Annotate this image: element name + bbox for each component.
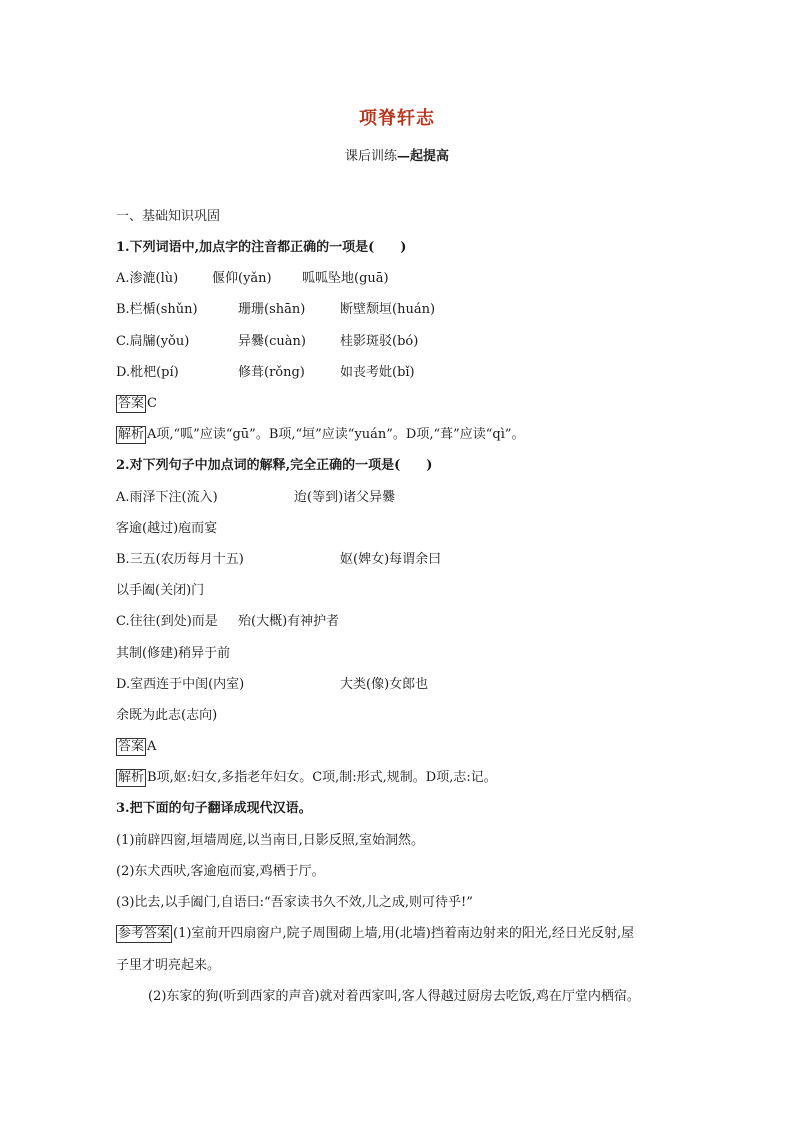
q3-reference-answer (116, 925, 634, 943)
analysis-label: 解析 (118, 427, 145, 442)
q1-option-c-1: C.扃牖(yǒu) (116, 334, 190, 349)
reference-answer-label: 参考答案 (118, 926, 171, 941)
answer-label: 答案 (118, 739, 145, 754)
q2-option-d-2: 大类(像)女郎也 (340, 677, 429, 692)
q3-sentence-3: (3)比去,以手阖门,自语曰:“吾家读书久不效,儿之成,则可待乎!” (116, 895, 473, 910)
answer-label: 答案 (118, 396, 145, 411)
q2-stem: 2.对下列句子中加点词的解释,完全正确的一项是( ) (116, 458, 433, 473)
q1-analysis-text: A项,“呱”应读“gū”。B项,“垣”应读“yuán”。D项,“葺”应读“qì”。 (147, 427, 525, 442)
q2-option-b-2: 妪(婢女)每谓余曰 (340, 552, 442, 567)
q1-analysis (116, 426, 525, 444)
q1-option-c-2: 异爨(cuàn) (238, 334, 306, 349)
q1-option-a-2: 偃仰(yǎn) (212, 271, 272, 286)
q2-answer-value: A (147, 739, 157, 754)
q3-reference-1a: (1)室前开四扇窗户,院子周围砌上墙,用(北墙)挡着南边射来的阳光,经日光反射,屋 (173, 926, 635, 941)
subtitle-suffix: —起提高 (397, 149, 450, 164)
q1-option-d-3: 如丧考妣(bǐ) (340, 365, 415, 380)
q1-option-a-1: A.渗漉(lù) (116, 271, 179, 286)
q3-sentence-1: (1)前辟四窗,垣墙周庭,以当南日,日影反照,室始洞然。 (116, 833, 424, 848)
document-subtitle (0, 145, 794, 164)
q1-answer (116, 395, 157, 413)
q2-option-b-1: B.三五(农历每月十五) (116, 552, 244, 567)
q2-option-c-2: 殆(大概)有神护者 (238, 614, 340, 629)
q2-option-a-2: 迨(等到)诸父异爨 (294, 490, 396, 505)
q3-reference-1b: 子里才明亮起来。 (116, 958, 221, 973)
analysis-label: 解析 (118, 770, 145, 785)
q1-option-b-1: B.栏楯(shǔn) (116, 302, 198, 317)
q1-option-b-2: 珊珊(shān) (238, 302, 306, 317)
q1-option-d-1: D.枇杷(pí) (116, 365, 179, 380)
q2-option-d-1: D.室西连于中闺(内室) (116, 677, 245, 692)
q3-stem: 3.把下面的句子翻译成现代汉语。 (116, 801, 312, 816)
q3-reference-2: (2)东家的狗(听到西家的声音)就对着西家叫,客人得越过厨房去吃饭,鸡在厅堂内栖宿。 (148, 989, 640, 1004)
q1-answer-value: C (147, 396, 157, 411)
q1-option-d-2: 修葺(rǒng) (238, 365, 305, 380)
q2-analysis-text: B项,妪:妇女,多指老年妇女。C项,制:形式,规制。D项,志:记。 (147, 770, 497, 785)
q3-sentence-2: (2)东犬西吠,客逾庖而宴,鸡栖于厅。 (116, 864, 325, 879)
q2-option-d-3: 余既为此志(志向) (116, 708, 218, 723)
q1-option-b-3: 断壁颓垣(huán) (340, 302, 436, 317)
q2-option-a-3: 客逾(越过)庖而宴 (116, 521, 218, 536)
q2-option-c-3: 其制(修建)稍异于前 (116, 646, 231, 661)
q2-option-b-3: 以手阖(关闭)门 (116, 583, 205, 598)
subtitle-prefix: 课后训练 (344, 149, 397, 164)
document-title: 项脊轩志 (359, 108, 435, 129)
q2-option-a-1: A.雨泽下注(流入) (116, 490, 218, 505)
q2-option-c-1: C.往往(到处)而是 (116, 614, 218, 629)
q1-stem: 1.下列词语中,加点字的注音都正确的一项是( ) (116, 240, 407, 255)
section-heading: 一、基础知识巩固 (116, 209, 221, 224)
q1-option-c-3: 桂影斑驳(bó) (340, 334, 419, 349)
q1-option-a-3: 呱呱坠地(guā) (302, 271, 389, 286)
q2-answer (116, 738, 156, 756)
q2-analysis (116, 769, 497, 787)
